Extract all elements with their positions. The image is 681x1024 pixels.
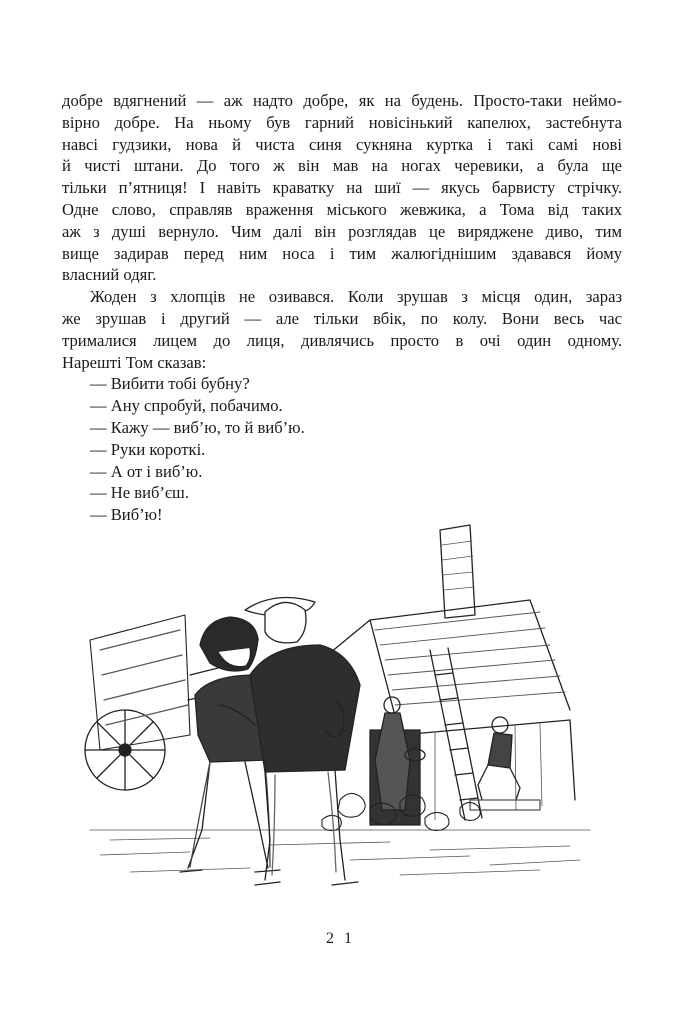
text-line: Нарешті Том сказав: <box>62 352 207 372</box>
text-line: добре вдягнений — аж надто добре, як на будень. Просто-таки неймо- <box>62 91 622 110</box>
text-line: вище задирав перед ним носа і тим жалюгіднішим здавався йому <box>62 243 622 263</box>
dialogue-line: — Руки короткі. <box>90 439 206 459</box>
engraving-illustration <box>70 500 610 905</box>
dialogue-line: — Не виб’єш. <box>90 483 189 503</box>
text-line: трималися лицем до лиця, дивлячись просто в очі один одному. <box>62 330 622 350</box>
dialogue-line: — Вибити тобі бубну? <box>90 374 250 394</box>
text-line: вірно добре. На ньому був гарний новісінький капелюх, застебнута <box>62 112 622 132</box>
seated-man-figure <box>470 717 540 810</box>
text-line: навсі гудзики, нова й чиста синя сукняна куртка і такі самі нові <box>62 134 622 154</box>
dialogue-line: — А от і виб’ю. <box>90 461 203 481</box>
text-line: Жоден з хлопців не озивався. Коли зрушав з місця один, зараз <box>90 287 622 307</box>
text-line: же зрушав і другий — але тільки вбік, по колу. Вони весь час <box>62 308 622 328</box>
text-line: тільки п’ятниця! І навіть краватку на шиї — якусь барвисту стрічку. <box>62 178 622 198</box>
text-line: Одне слово, справляв враження міського жевжика, а Тома від таких <box>62 199 622 219</box>
paragraph-2 <box>62 286 622 373</box>
text-block <box>62 90 622 526</box>
paragraph-1 <box>62 90 622 286</box>
page-number: 2 1 <box>326 930 355 947</box>
text-line: й чисті штани. До того ж він мав на ногах черевики, а була ще <box>62 156 622 176</box>
dialogue-line: — Виб’ю! <box>90 505 163 525</box>
dialogue-line: — Ану спробуй, побачимо. <box>90 396 283 416</box>
text-line: власний одяг. <box>62 265 157 285</box>
dialogue-line: — Кажу — виб’ю, то й виб’ю. <box>90 417 305 437</box>
text-line: аж з душі вернуло. Чим далі він розглядав це виряджене диво, тим <box>62 221 622 241</box>
